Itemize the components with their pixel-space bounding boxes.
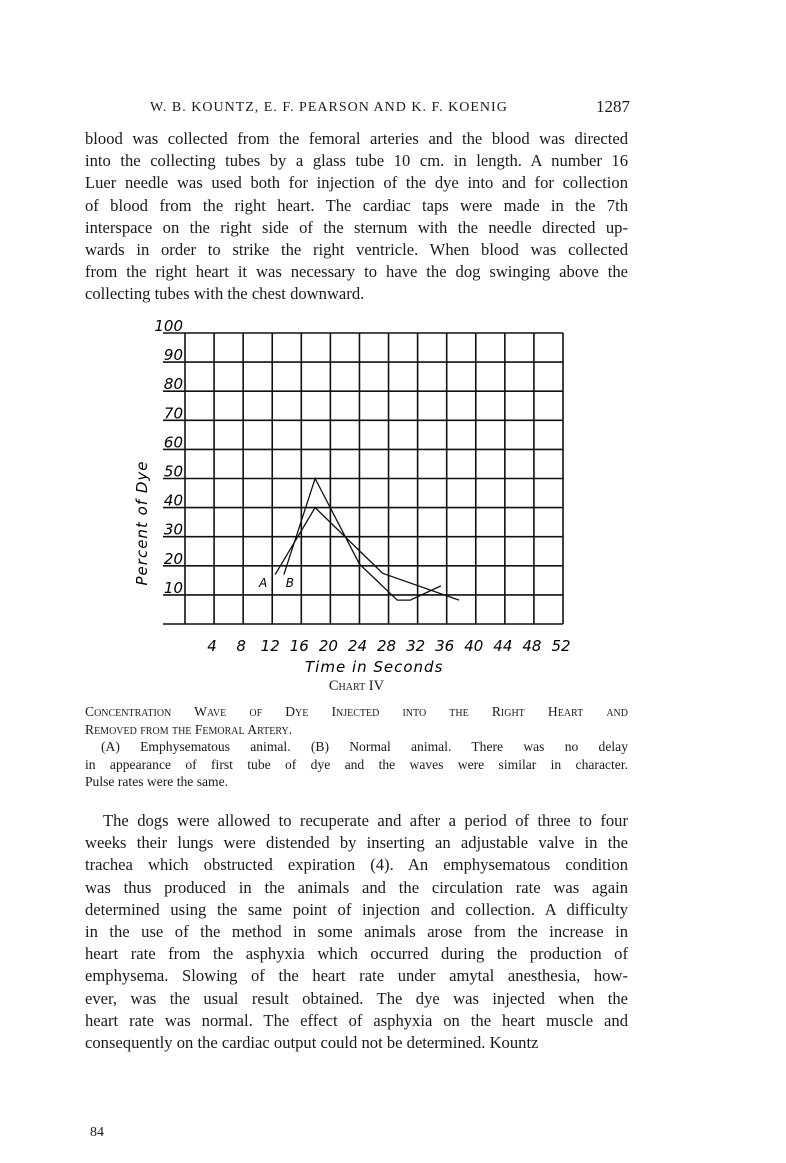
y-tick-label: 50 (163, 462, 183, 481)
text-line: determined using the same point of injection and collection. A difficulty (85, 899, 628, 919)
x-tick-label: 48 (522, 637, 542, 655)
text-line: of blood from the right heart. The cardiac taps were made in the 7th (85, 195, 628, 215)
text-line: collecting tubes with the chest downward. (85, 284, 365, 304)
y-tick-label: 90 (163, 346, 183, 365)
text-line: ever, was the usual result obtained. The dye was injected when the (85, 988, 628, 1008)
y-tick-label: 20 (163, 549, 183, 568)
y-tick-label: 10 (163, 578, 183, 597)
text-line: interspace on the right side of the sternum with the needle directed up- (85, 217, 628, 237)
text-line: from the right heart it was necessary to have the dog swinging above the (85, 262, 628, 282)
x-tick-label: 32 (406, 637, 426, 655)
text-line: consequently on the cardiac output could not be determined. Kountz (85, 1032, 539, 1052)
y-tick-label: 100 (154, 318, 183, 335)
text-line: in the use of the method in some animals arose from the increase in (85, 921, 628, 941)
header-authors: W. B. KOUNTZ, E. F. PEARSON AND K. F. KOENIG (150, 100, 508, 115)
x-tick-label: 12 (260, 637, 280, 655)
text-line: into the collecting tubes by a glass tube 10 cm. in length. A number 16 (85, 151, 628, 171)
x-tick-label: 28 (376, 637, 397, 655)
x-tick-label: 40 (464, 637, 484, 655)
y-tick-label: 80 (163, 375, 183, 394)
running-header (150, 97, 630, 116)
x-tick-label: 8 (236, 637, 246, 655)
text-line: heart rate from the asphyxia which occurred during the production of (85, 944, 628, 964)
series-label-a: A (259, 575, 268, 590)
x-tick-label: 36 (435, 637, 455, 655)
y-tick-label: 30 (163, 520, 183, 539)
x-tick-label: 44 (493, 637, 513, 655)
caption-line: Removed from the Femoral Artery. (85, 721, 293, 737)
text-line: (A) Emphysematous animal. (B) Normal animal. There was no delay (101, 739, 628, 754)
caption-line: Concentration Wave of Dye Injected into the Right Heart and (85, 704, 628, 719)
text-line: wards in order to strike the right ventricle. When blood was collected (85, 239, 628, 259)
text-line: blood was collected from the femoral arteries and the blood was directed (85, 129, 628, 148)
signature-mark: 84 (90, 1125, 104, 1140)
y-tick-label: 40 (163, 491, 183, 510)
chart-title: Chart IV (328, 678, 385, 694)
x-tick-label: 4 (207, 637, 217, 655)
series-line-a (275, 508, 459, 601)
text-line: was thus produced in the animals and the circulation rate was again (85, 877, 628, 897)
x-tick-label: 20 (318, 637, 338, 655)
y-axis-label: Percent of Dye (133, 460, 151, 586)
paragraph-1 (85, 128, 628, 306)
text-line: weeks their lungs were distended by inserting an adjustable valve in the (85, 833, 628, 853)
x-tick-label: 16 (289, 637, 309, 655)
text-line: Luer needle was used both for injection of the dye into and for collection (85, 173, 628, 193)
chart-iv (120, 318, 600, 673)
text-line: Pulse rates were the same. (85, 774, 229, 789)
text-line: emphysema. Slowing of the heart rate under amytal anesthesia, how- (85, 966, 628, 986)
x-tick-label: 52 (551, 637, 571, 655)
text-line: trachea which obstructed expiration (4). An emphysematous condition (85, 855, 628, 875)
series-label-b: B (285, 575, 294, 590)
x-tick-label: 24 (347, 637, 368, 655)
y-tick-label: 60 (163, 433, 183, 452)
page-number: 1287 (596, 97, 630, 116)
y-tick-label: 70 (163, 404, 183, 423)
text-line: The dogs were allowed to recuperate and after a period of three to four (103, 811, 628, 830)
text-line: in appearance of first tube of dye and the waves were similar in character. (85, 756, 628, 772)
paragraph-2 (85, 810, 628, 1054)
x-axis-label: Time in Seconds (305, 658, 444, 673)
figure-caption (85, 703, 628, 791)
text-line: heart rate was normal. The effect of asphyxia on the heart muscle and (85, 1010, 628, 1030)
